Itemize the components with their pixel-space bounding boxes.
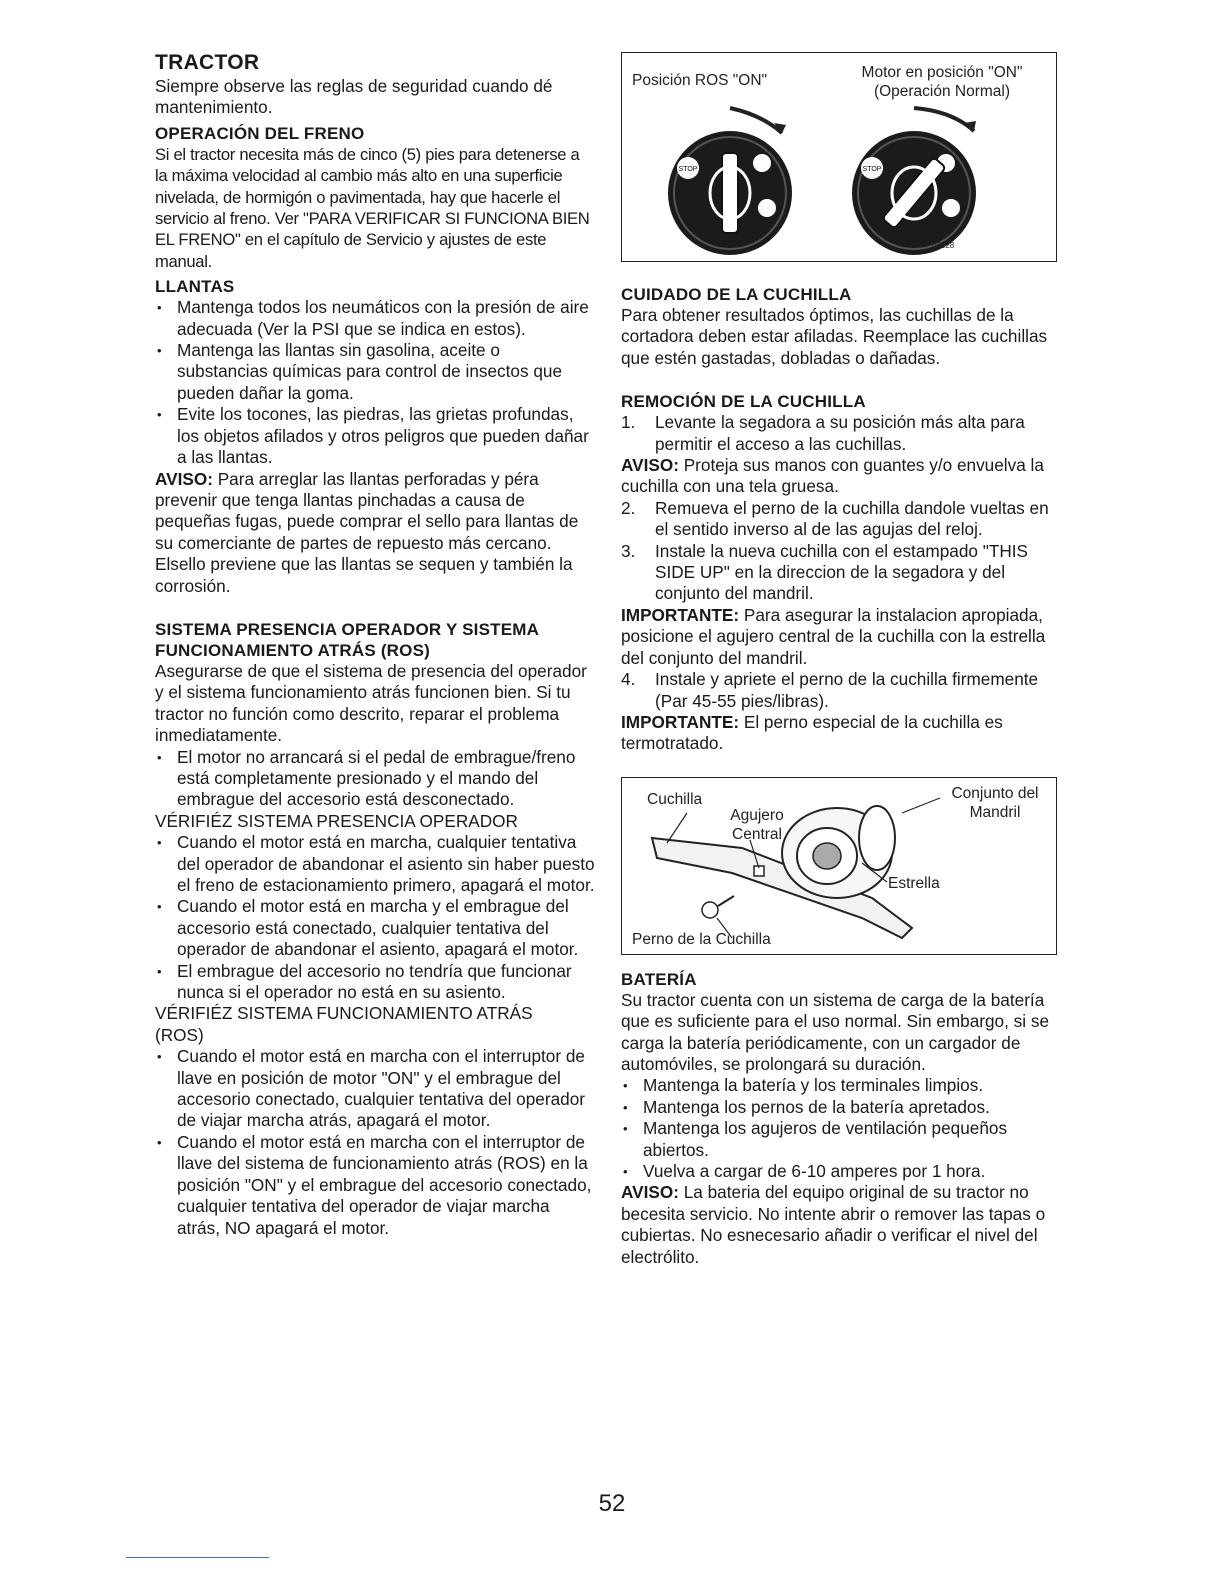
blade-removal-steps [621,669,1061,712]
ignition-switch-icon [622,53,1058,263]
blade-removal-steps [621,498,1061,605]
tires-list [155,297,595,468]
blade-removal-steps [621,412,1061,455]
blade-assembly-figure [621,777,1057,955]
blade-notice [621,455,1061,498]
tractor-text: Siempre observe las reglas de seguridad cuando dé mantenimiento. [155,76,553,118]
blade-removal-heading: REMOCIÓN DE LA CUCHILLA [621,392,866,412]
list-item [621,669,1061,712]
important-note [621,712,1061,755]
important-text: El perno especial de la cuchilla es termotratado. [621,711,1003,754]
tires-heading: LLANTAS [155,277,235,297]
list-item: • Mantenga las llantas sin gasolina, aceite o substancias químicas para control de insectos que pueden dañar la goma. [155,340,595,404]
notice-label: AVISO: [621,1182,679,1203]
system-list [155,747,595,811]
list-item [621,498,1061,541]
notice-text: La bateria del equipo original de su tractor no becesita servicio. No intente abrir o remover las tapas o cubiertas. No esnecesario añadir o verificar el nivel del electrólito. [621,1182,1046,1267]
battery-notice [621,1182,1061,1268]
verify-ros-heading: VÉRIFIÉZ SISTEMA FUNCIONAMIENTO ATRÁS (ROS) [155,1003,533,1045]
list-item: • El embrague del accesorio no tendría que funcionar nunca si el operador no está en su asiento. [155,961,595,1004]
important-note [621,605,1061,669]
list-item: • Mantenga los agujeros de ventilación pequeños abiertos. [621,1118,1061,1161]
tires-notice [155,469,595,597]
brake-text: Si el tractor necesita más de cinco (5) pies para detenerse a la máxima velocidad al cambio más alto en una superficie nivelada, de hormigón o pavimentada, hay que hacerle el servicio al freno. Ver "PARA VERIFICAR SI FUNCIONA BIEN EL FRENO" en el capítulo de Servicio y ajustes de este manual. [155,144,590,271]
system-heading: SISTEMA PRESENCIA OPERADOR Y SISTEMA FUNCIONAMIENTO ATRÁS (ROS) [155,619,539,660]
blade-care-text: Para obtener resultados óptimos, las cuchillas de la cortadora deben estar afiladas. Reemplace las cuchillas que estén gastadas, dobladas o dañadas. [621,305,1048,368]
battery-text: Su tractor cuenta con un sistema de carga de la batería que es suficiente para el uso normal. Sin embargo, si se carga la batería periódicamente, con un cargador de automóviles, se prolongará su duración. [621,989,1050,1074]
list-item: • Cuando el motor está en marcha y el embrague del accesorio está conectado, cualquier tentativa del operador de abandonar el asiento, apagará el motor. [155,896,595,960]
stop-text: STOP [862,166,882,173]
verify-presence-list [155,832,595,1003]
step-text: Levante la segadora a su posición más alta para permitir el acceso a las cuchillas. [655,412,1025,454]
bottom-rule [126,1557,269,1558]
step-number: 4. [621,669,636,690]
important-label: IMPORTANTE: [621,604,740,625]
stop-text: STOP [678,166,698,173]
star-label: Estrella [888,874,940,892]
left-column [155,52,595,1239]
step-number: 3. [621,540,636,561]
blade-label: Cuchilla [647,790,703,808]
list-item: • Cuando el motor está en marcha con el interruptor de llave en posición de motor "ON" y el embrague del accesorio conectado, cualquier tentativa del operador de viajar marcha atrás, apagará el motor. [155,1046,595,1132]
ros-on-label: Posición ROS "ON" [632,72,768,89]
brake-heading: OPERACIÓN DEL FRENO [155,123,365,143]
list-item: • Mantenga todos los neumáticos con la presión de aire adecuada (Ver la PSI que se indica en estos). [155,297,595,340]
step-text: Instale la nueva cuchilla con el estampado "THIS SIDE UP" en la direccion de la segadora y del conjunto del mandril. [655,540,1028,604]
step-number: 1. [621,412,636,433]
list-item: • Cuando el motor está en marcha con el interruptor de llave del sistema de funcionamiento atrás (ROS) en la posición "ON" y el embrague del accesorio conectado, cualquier tentativa del operador de viajar marcha atrás, NO apagará el motor. [155,1132,595,1239]
right-column [621,52,1061,1268]
battery-heading: BATERÍA [621,969,697,989]
ignition-figure [621,52,1057,262]
spindle-assembly-label: Conjunto del Mandril [951,784,1039,821]
step-text: Remueva el perno de la cuchilla dandole vueltas en el sentido inverso al de las agujas del reloj. [655,497,1049,540]
blade-care-heading: CUIDADO DE LA CUCHILLA [621,285,852,304]
important-text: Para asegurar la instalacion apropiada, posicione el agujero central de la cuchilla con la estrella del conjunto del mandril. [621,604,1046,668]
list-item [621,412,1061,455]
tractor-heading: TRACTOR [155,51,260,74]
verify-presence-heading: VÉRIFIÉZ SISTEMA PRESENCIA OPERADOR [155,810,518,831]
list-item: • Mantenga los pernos de la batería apretados. [621,1097,1061,1118]
system-text: Asegurarse de que el sistema de presencia del operador y el sistema funcionamiento atrás funcionen bien. Si tu tractor no función como descrito, reparar el problema inmediatamente. [155,660,587,746]
notice-label: AVISO: [621,455,679,476]
important-label: IMPORTANTE: [621,711,740,732]
list-item: • Evite los tocones, las piedras, las grietas profundas, los objetos afilados y otros peligros que pueden dañar a las llantas. [155,404,595,468]
notice-label: AVISO: [155,468,213,489]
center-hole-label: Agujero Central [730,806,784,843]
list-item: • El motor no arrancará si el pedal de embrague/freno está completamente presionado y el mando del embrague del accesorio está desconectado. [155,747,595,811]
battery-list [621,1075,1061,1182]
blade-bolt-label: Perno de la Cuchilla [632,930,771,948]
step-number: 2. [621,497,636,518]
figure-code: 02828 [932,241,955,250]
list-item: • Mantenga la batería y los terminales limpios. [621,1075,1061,1096]
notice-text: Proteja sus manos con guantes y/o envuelva la cuchilla con una tela gruesa. [621,455,1044,497]
verify-ros-list [155,1046,595,1239]
motor-on-label: Motor en posición "ON" (Operación Normal) [861,64,1023,100]
list-item: • Vuelva a cargar de 6-10 amperes por 1 hora. [621,1161,1061,1182]
notice-text: Para arreglar las llantas perforadas y péra prevenir que tenga llantas pinchadas a causa de pequeñas fugas, puede comprar el sello para llantas de su comerciante de partes de repuesto más cercano. Elsello previene que las llantas se sequen y también la corrosión. [155,468,579,596]
list-item [621,541,1061,605]
page-number: 52 [598,1490,626,1517]
list-item: • Cuando el motor está en marcha, cualquier tentativa del operador de abandonar el asiento sin haber puesto el freno de estacionamiento primero, apagará el motor. [155,832,595,896]
step-text: Instale y apriete el perno de la cuchilla firmemente (Par 45-55 pies/libras). [655,669,1039,711]
